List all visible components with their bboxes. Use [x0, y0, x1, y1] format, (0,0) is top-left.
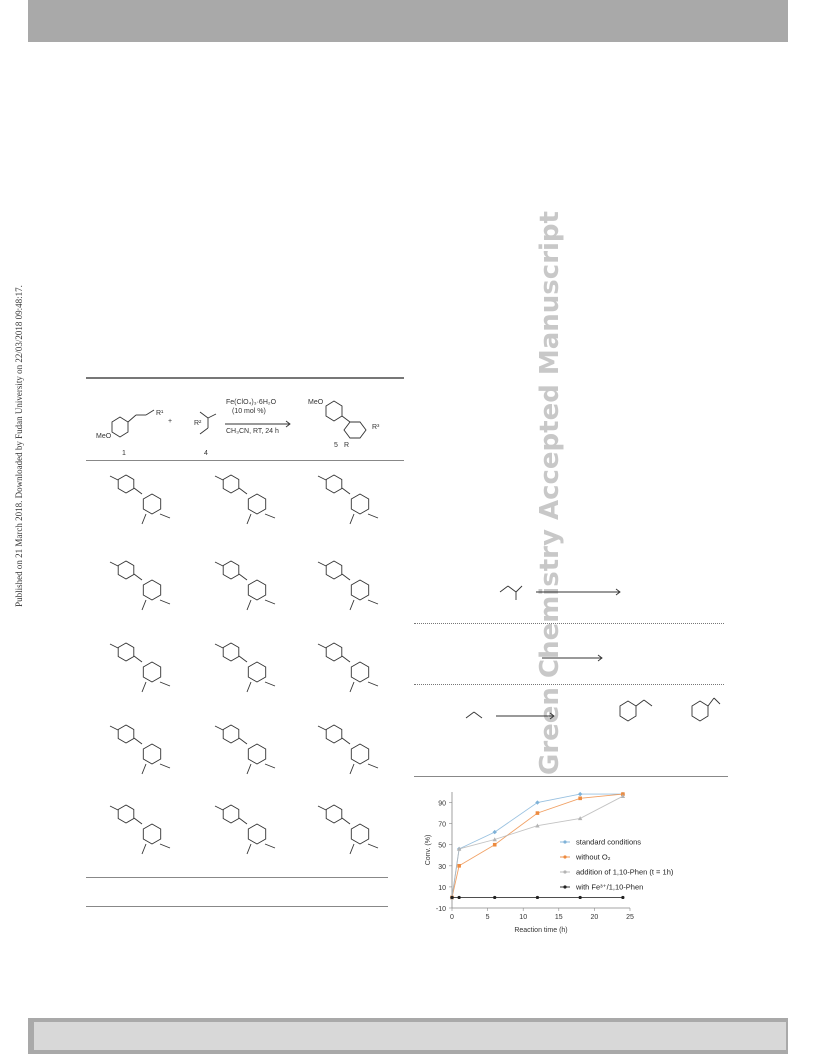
bond [368, 600, 378, 604]
ring [143, 494, 160, 514]
bond [265, 600, 275, 604]
legend-swatch-marker [563, 885, 566, 888]
compound-5-label: 5 [334, 442, 338, 449]
bond [160, 764, 170, 768]
bond [318, 476, 326, 480]
x-tick-label: 20 [590, 914, 599, 921]
bond [134, 488, 142, 494]
bond [350, 682, 354, 692]
legend-label: addition of 1,10-Phen (t = 1h) [576, 867, 674, 877]
bond [110, 644, 118, 648]
data-point [536, 896, 539, 899]
bond [160, 514, 170, 518]
data-point [621, 896, 624, 899]
bond [142, 844, 146, 854]
catalyst-label: Fe(ClO₄)₃·6H₂O [226, 399, 277, 406]
ring [143, 744, 160, 764]
data-point [457, 864, 461, 868]
bond [318, 644, 326, 648]
bond [342, 574, 350, 580]
bond [239, 738, 247, 744]
bond [215, 644, 223, 648]
bond [215, 806, 223, 810]
bond [350, 844, 354, 854]
ring [143, 580, 160, 600]
bond [368, 514, 378, 518]
ring [351, 662, 368, 682]
ring [143, 824, 160, 844]
table-header-rule [86, 460, 404, 461]
ring [118, 475, 134, 493]
ring [223, 561, 239, 579]
bond [318, 726, 326, 730]
legend-label: standard conditions [576, 837, 642, 847]
bond [142, 764, 146, 774]
meo-label-reactant: MeO [96, 433, 112, 440]
bond [110, 806, 118, 810]
ring [118, 805, 134, 823]
y-tick-label: 70 [438, 821, 446, 829]
ring [326, 643, 342, 661]
ring [118, 725, 134, 743]
ring [223, 643, 239, 661]
mechanism-scheme [414, 578, 726, 728]
data-point [458, 896, 461, 899]
ring [248, 494, 265, 514]
r-label: R [344, 442, 350, 449]
footer-inner [34, 1022, 786, 1050]
legend-label: without O₂ [576, 852, 611, 862]
data-point [450, 896, 453, 899]
bond [247, 514, 251, 524]
legend-swatch-marker [563, 855, 566, 858]
ring [326, 725, 342, 743]
ring [223, 725, 239, 743]
conversion-chart [418, 784, 718, 954]
data-point [493, 896, 496, 899]
data-point [578, 816, 582, 820]
y-tick-label: 10 [438, 884, 446, 892]
x-tick-label: 0 [450, 914, 454, 921]
x-tick-label: 25 [626, 914, 634, 921]
catalyst-loading-label: (10 mol %) [232, 408, 266, 415]
conditions-label: CH₃CN, RT, 24 h [226, 428, 279, 435]
bond [350, 514, 354, 524]
bond [160, 682, 170, 686]
bond [265, 844, 275, 848]
chart-top-rule [414, 776, 728, 777]
r1-label: R¹ [156, 410, 164, 417]
compound-4-label: 4 [204, 450, 208, 457]
bond [318, 562, 326, 566]
ring [351, 824, 368, 844]
x-tick-label: 15 [554, 914, 563, 921]
ring [223, 475, 239, 493]
bond [134, 738, 142, 744]
ring [351, 744, 368, 764]
bond [350, 600, 354, 610]
bond [134, 574, 142, 580]
bond [134, 818, 142, 824]
y-tick-label: 50 [438, 842, 446, 850]
table-bottom-rule-2 [86, 906, 388, 907]
chart-svg [418, 784, 718, 954]
bond [239, 818, 247, 824]
bond [368, 764, 378, 768]
bond [342, 818, 350, 824]
bond [247, 600, 251, 610]
ring [351, 580, 368, 600]
bond [239, 488, 247, 494]
legend-swatch-marker [563, 840, 566, 843]
x-axis-label: Reaction time (h) [514, 927, 568, 934]
meo-label-product: MeO [308, 399, 324, 406]
ring [326, 805, 342, 823]
bond [160, 600, 170, 604]
bond [239, 656, 247, 662]
data-point [578, 797, 582, 801]
r3-label: R³ [372, 424, 380, 431]
y-tick-label: -10 [435, 906, 446, 913]
ring [118, 643, 134, 661]
bond [247, 844, 251, 854]
bond [134, 656, 142, 662]
bond [110, 476, 118, 480]
plus-sign: + [168, 418, 173, 425]
data-point [578, 792, 582, 796]
table-bottom-rule-1 [86, 877, 388, 878]
ring [248, 580, 265, 600]
bond [215, 476, 223, 480]
bond [160, 844, 170, 848]
bond [142, 600, 146, 610]
header-bar [28, 0, 788, 42]
ring [351, 494, 368, 514]
bond [350, 764, 354, 774]
table-top-rule [86, 377, 404, 379]
bond [265, 682, 275, 686]
bond [318, 806, 326, 810]
y-axis-label: Conv. (%) [425, 834, 432, 866]
bond [142, 682, 146, 692]
bond [110, 562, 118, 566]
y-tick-label: 90 [438, 800, 446, 808]
bond [342, 656, 350, 662]
ring [143, 662, 160, 682]
scheme-divider-2 [414, 684, 724, 685]
watermark: Green Chemistry Accepted Manuscript [535, 211, 565, 775]
ring [248, 744, 265, 764]
data-point [493, 843, 497, 847]
bond [342, 488, 350, 494]
bond [265, 514, 275, 518]
bond [368, 682, 378, 686]
bond [142, 514, 146, 524]
x-tick-label: 5 [485, 914, 490, 921]
ring [326, 561, 342, 579]
bond [110, 726, 118, 730]
bond [265, 764, 275, 768]
bond [247, 764, 251, 774]
compound-1-label: 1 [122, 450, 126, 457]
bond [239, 574, 247, 580]
legend-swatch-marker [563, 870, 566, 873]
bond [247, 682, 251, 692]
ring [248, 662, 265, 682]
y-tick-label: 30 [438, 863, 446, 871]
legend-label: with Fe³⁺/1,10-Phen [576, 882, 644, 892]
ring [223, 805, 239, 823]
x-tick-label: 10 [519, 914, 528, 921]
bond [215, 562, 223, 566]
scheme-divider-1 [414, 623, 724, 624]
ring [118, 561, 134, 579]
data-point [536, 811, 540, 815]
ring [326, 475, 342, 493]
product-structures [86, 462, 396, 872]
bond [215, 726, 223, 730]
data-point [579, 896, 582, 899]
publication-note: Published on 21 March 2018. Downloaded by Fudan University on 22/03/2018 09:48:17. [14, 285, 24, 607]
ring [248, 824, 265, 844]
bond [368, 844, 378, 848]
bond [342, 738, 350, 744]
r2-label: R² [194, 420, 202, 427]
